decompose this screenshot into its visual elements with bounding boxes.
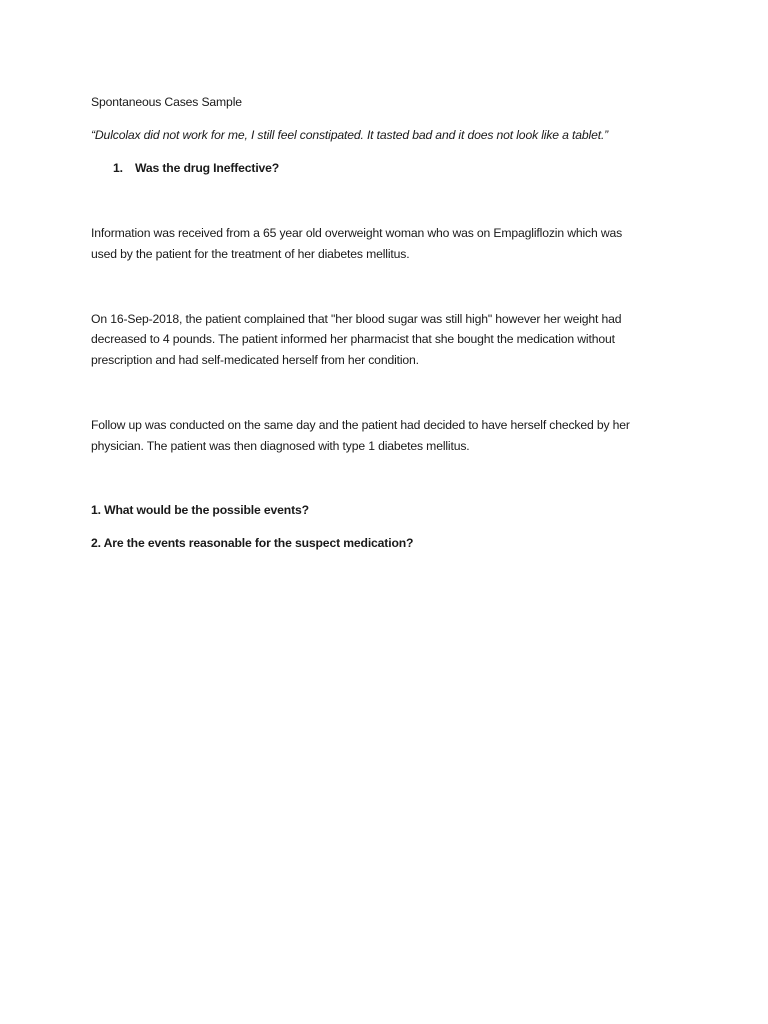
question-1 [113,158,279,179]
document-title: Spontaneous Cases Sample [91,95,242,109]
question-1-text: Was the drug Ineffective? [135,161,280,175]
paragraph-1-line-1: Information was received from a 65 year old overweight woman who was on Empagliflozin which was [91,226,623,240]
paragraph-2-line-3: prescription and had self-medicated herself from her condition. [91,353,419,367]
paragraph-2-line-2: decreased to 4 pounds. The patient informed her pharmacist that she bought the medication without [91,332,615,346]
paragraph-3-line-1: Follow up was conducted on the same day and the patient had decided to have herself checked by her [91,418,630,432]
question-1-number: 1. [113,161,123,175]
paragraph-2-line-1: On 16-Sep-2018, the patient complained that "her blood sugar was still high" however her weight had [91,312,622,326]
patient-quote: “Dulcolax did not work for me, I still feel constipated. It tasted bad and it does not look like a tablet.” [91,128,609,142]
paragraph-1-line-2: used by the patient for the treatment of her diabetes mellitus. [91,247,410,261]
followup-question-1: 1. What would be the possible events? [91,503,309,517]
followup-question-2: 2. Are the events reasonable for the suspect medication? [91,536,414,550]
paragraph-3-line-2: physician. The patient was then diagnosed with type 1 diabetes mellitus. [91,439,470,453]
